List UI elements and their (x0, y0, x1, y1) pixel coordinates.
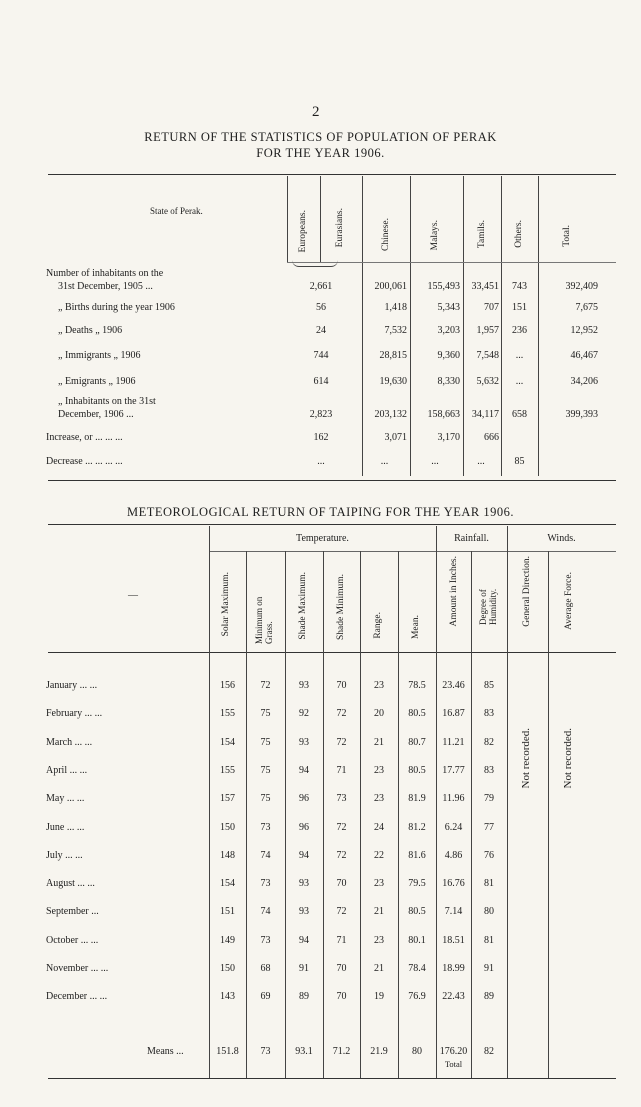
month-label: September ... (46, 906, 99, 917)
cell-mean: 80.5 (408, 765, 426, 776)
population-subtitle: FOR THE YEAR 1906. (256, 146, 385, 160)
cell-smin: 70 (336, 963, 347, 974)
cell-hum: 80 (484, 906, 494, 917)
cell-grass: 75 (260, 737, 271, 748)
column-header-general-direction: General Direction. (522, 556, 532, 627)
cell-grass: 73 (260, 822, 271, 833)
cell-hum: 81 (484, 935, 494, 946)
cell-rain: 18.51 (442, 935, 465, 946)
cell-grass: 73 (260, 878, 271, 889)
cell-rain: 16.87 (442, 708, 465, 719)
column-header-shade-maximum: Shade Maximum. (298, 572, 308, 640)
cell-smax: 94 (299, 765, 309, 776)
cell-mean: 80.1 (408, 935, 426, 946)
month-label: June ... ... (46, 822, 85, 833)
cell-rain: 4.86 (444, 850, 463, 861)
cell-hum: 85 (484, 680, 494, 691)
cell-rain: 22.43 (442, 991, 465, 1002)
cell-smin: 71 (336, 765, 347, 776)
cell-mean: 76.9 (408, 991, 426, 1002)
cell-sol: 156 (220, 680, 235, 691)
cell-sol: 154 (220, 737, 235, 748)
cell-range: 23 (374, 878, 384, 889)
cell-smax: 92 (299, 708, 309, 719)
cell-smax: 91 (299, 963, 309, 974)
cell-sol: 143 (220, 991, 235, 1002)
cell-range: 23 (374, 680, 384, 691)
column-header-total: Total. (562, 225, 572, 247)
cell-smin: 70 (336, 680, 347, 691)
cell-mean: 81.2 (408, 822, 426, 833)
cell-smin: 70 (336, 878, 347, 889)
cell-rain: 11.21 (442, 737, 465, 748)
cell-sol: 148 (220, 850, 235, 861)
cell-smin: 73 (336, 793, 347, 804)
cell-grass: 75 (260, 708, 271, 719)
brace-mark (292, 260, 338, 267)
cell-mean: 80.5 (408, 708, 426, 719)
cell-range: 23 (374, 793, 384, 804)
column-header-tamils: Tamils. (477, 220, 487, 249)
cell-mean: 80.7 (408, 737, 426, 748)
cell-grass: 72 (260, 680, 271, 691)
cell-grass: 74 (260, 850, 271, 861)
cell-sol: 154 (220, 878, 235, 889)
column-header-minimum-on-grass: Minimum on Grass. (254, 596, 274, 644)
page-number: 2 (312, 104, 320, 120)
column-header-average-force: Average Force. (564, 572, 574, 630)
column-header-malays: Malays. (430, 220, 440, 251)
column-header-degree-of-humidity: Degree of Humidity. (478, 588, 498, 625)
cell-sol: 150 (220, 963, 235, 974)
cell-range: 20 (374, 708, 384, 719)
month-label: April ... ... (46, 765, 88, 776)
cell-sol: 155 (220, 708, 235, 719)
cell-rain: 11.96 (442, 793, 465, 804)
cell-grass: 68 (260, 963, 271, 974)
cell-smin: 70 (336, 991, 347, 1002)
column-header-shade-minimum: Shade Minimum. (336, 574, 346, 640)
month-label: May ... ... (46, 793, 85, 804)
cell-grass: 74 (260, 906, 271, 917)
cell-hum: 91 (484, 963, 494, 974)
cell-range: 21 (374, 737, 384, 748)
cell-smax: 96 (299, 793, 309, 804)
cell-smax: 89 (299, 991, 309, 1002)
cell-mean: 79.5 (408, 878, 426, 889)
cell-smax: 93 (299, 906, 309, 917)
cell-mean: 78.5 (408, 680, 426, 691)
cell-smin: 72 (336, 850, 347, 861)
cell-hum: 81 (484, 878, 494, 889)
cell-rain: 7.14 (444, 906, 463, 917)
month-label: November ... ... (46, 963, 109, 974)
cell-hum: 83 (484, 708, 494, 719)
not-recorded-force: Not recorded. (562, 728, 574, 789)
cell-smin: 72 (336, 822, 347, 833)
column-header-solar-maximum: Solar Maximum. (221, 572, 231, 637)
cell-mean: 78.4 (408, 963, 426, 974)
cell-hum: 76 (484, 850, 494, 861)
cell-range: 23 (374, 765, 384, 776)
cell-hum: 83 (484, 765, 494, 776)
cell-range: 24 (374, 822, 384, 833)
cell-rain: 16.76 (442, 878, 465, 889)
cell-sol: 150 (220, 822, 235, 833)
meteorological-title: METEOROLOGICAL RETURN OF TAIPING FOR THE YEAR 1906. (127, 505, 514, 519)
cell-sol: 149 (220, 935, 235, 946)
header-dash: — (128, 590, 138, 601)
column-header-mean: Mean. (411, 615, 421, 640)
cell-rain: 6.24 (444, 822, 463, 833)
cell-range: 21 (374, 906, 384, 917)
column-header-eurasians: Eurasians. (335, 208, 345, 248)
cell-smax: 94 (299, 850, 309, 861)
cell-rain: 18.99 (442, 963, 465, 974)
month-label: December ... ... (46, 991, 108, 1002)
cell-grass: 69 (260, 991, 271, 1002)
cell-range: 19 (374, 991, 384, 1002)
month-label: October ... ... (46, 935, 99, 946)
cell-sol: 155 (220, 765, 235, 776)
cell-sol: 157 (220, 793, 235, 804)
column-header-europeans: Europeans. (298, 210, 308, 253)
cell-hum: 79 (484, 793, 494, 804)
cell-hum: 77 (484, 822, 494, 833)
month-label: July ... ... (46, 850, 83, 861)
cell-smax: 94 (299, 935, 309, 946)
cell-rain: 23.46 (442, 680, 465, 691)
cell-smax: 93 (299, 680, 309, 691)
cell-smin: 72 (336, 737, 347, 748)
cell-hum: 82 (484, 737, 494, 748)
cell-grass: 75 (260, 793, 271, 804)
month-label: March ... ... (46, 737, 93, 748)
cell-mean: 81.9 (408, 793, 426, 804)
month-label: August ... ... (46, 878, 95, 889)
cell-range: 22 (374, 850, 384, 861)
month-label: February ... ... (46, 708, 103, 719)
group-header-rainfall: Rainfall. (454, 533, 489, 544)
cell-smin: 72 (336, 906, 347, 917)
cell-smin: 71 (336, 935, 347, 946)
cell-mean: 80.5 (408, 906, 426, 917)
cell-smax: 93 (299, 737, 309, 748)
cell-grass: 73 (260, 935, 271, 946)
cell-smin: 72 (336, 708, 347, 719)
cell-range: 21 (374, 963, 384, 974)
cell-grass: 75 (260, 765, 271, 776)
group-header-winds: Winds. (547, 533, 576, 544)
column-header-range: Range. (373, 612, 383, 639)
group-header-temperature: Temperature. (296, 533, 349, 544)
not-recorded-direction: Not recorded. (520, 728, 532, 789)
cell-sol: 151 (220, 906, 235, 917)
cell-mean: 81.6 (408, 850, 426, 861)
column-header-others: Others. (514, 220, 524, 248)
cell-range: 23 (374, 935, 384, 946)
population-corner-header: State of Perak. (150, 206, 203, 216)
column-header-amount-in-inches: Amount in Inches. (449, 556, 459, 627)
month-label: January ... ... (46, 680, 98, 691)
cell-rain: 17.77 (442, 765, 465, 776)
population-title: RETURN OF THE STATISTICS OF POPULATION OF PERAK (144, 130, 497, 144)
cell-smax: 96 (299, 822, 309, 833)
column-header-chinese: Chinese. (381, 218, 391, 251)
cell-smax: 93 (299, 878, 309, 889)
cell-hum: 89 (484, 991, 494, 1002)
